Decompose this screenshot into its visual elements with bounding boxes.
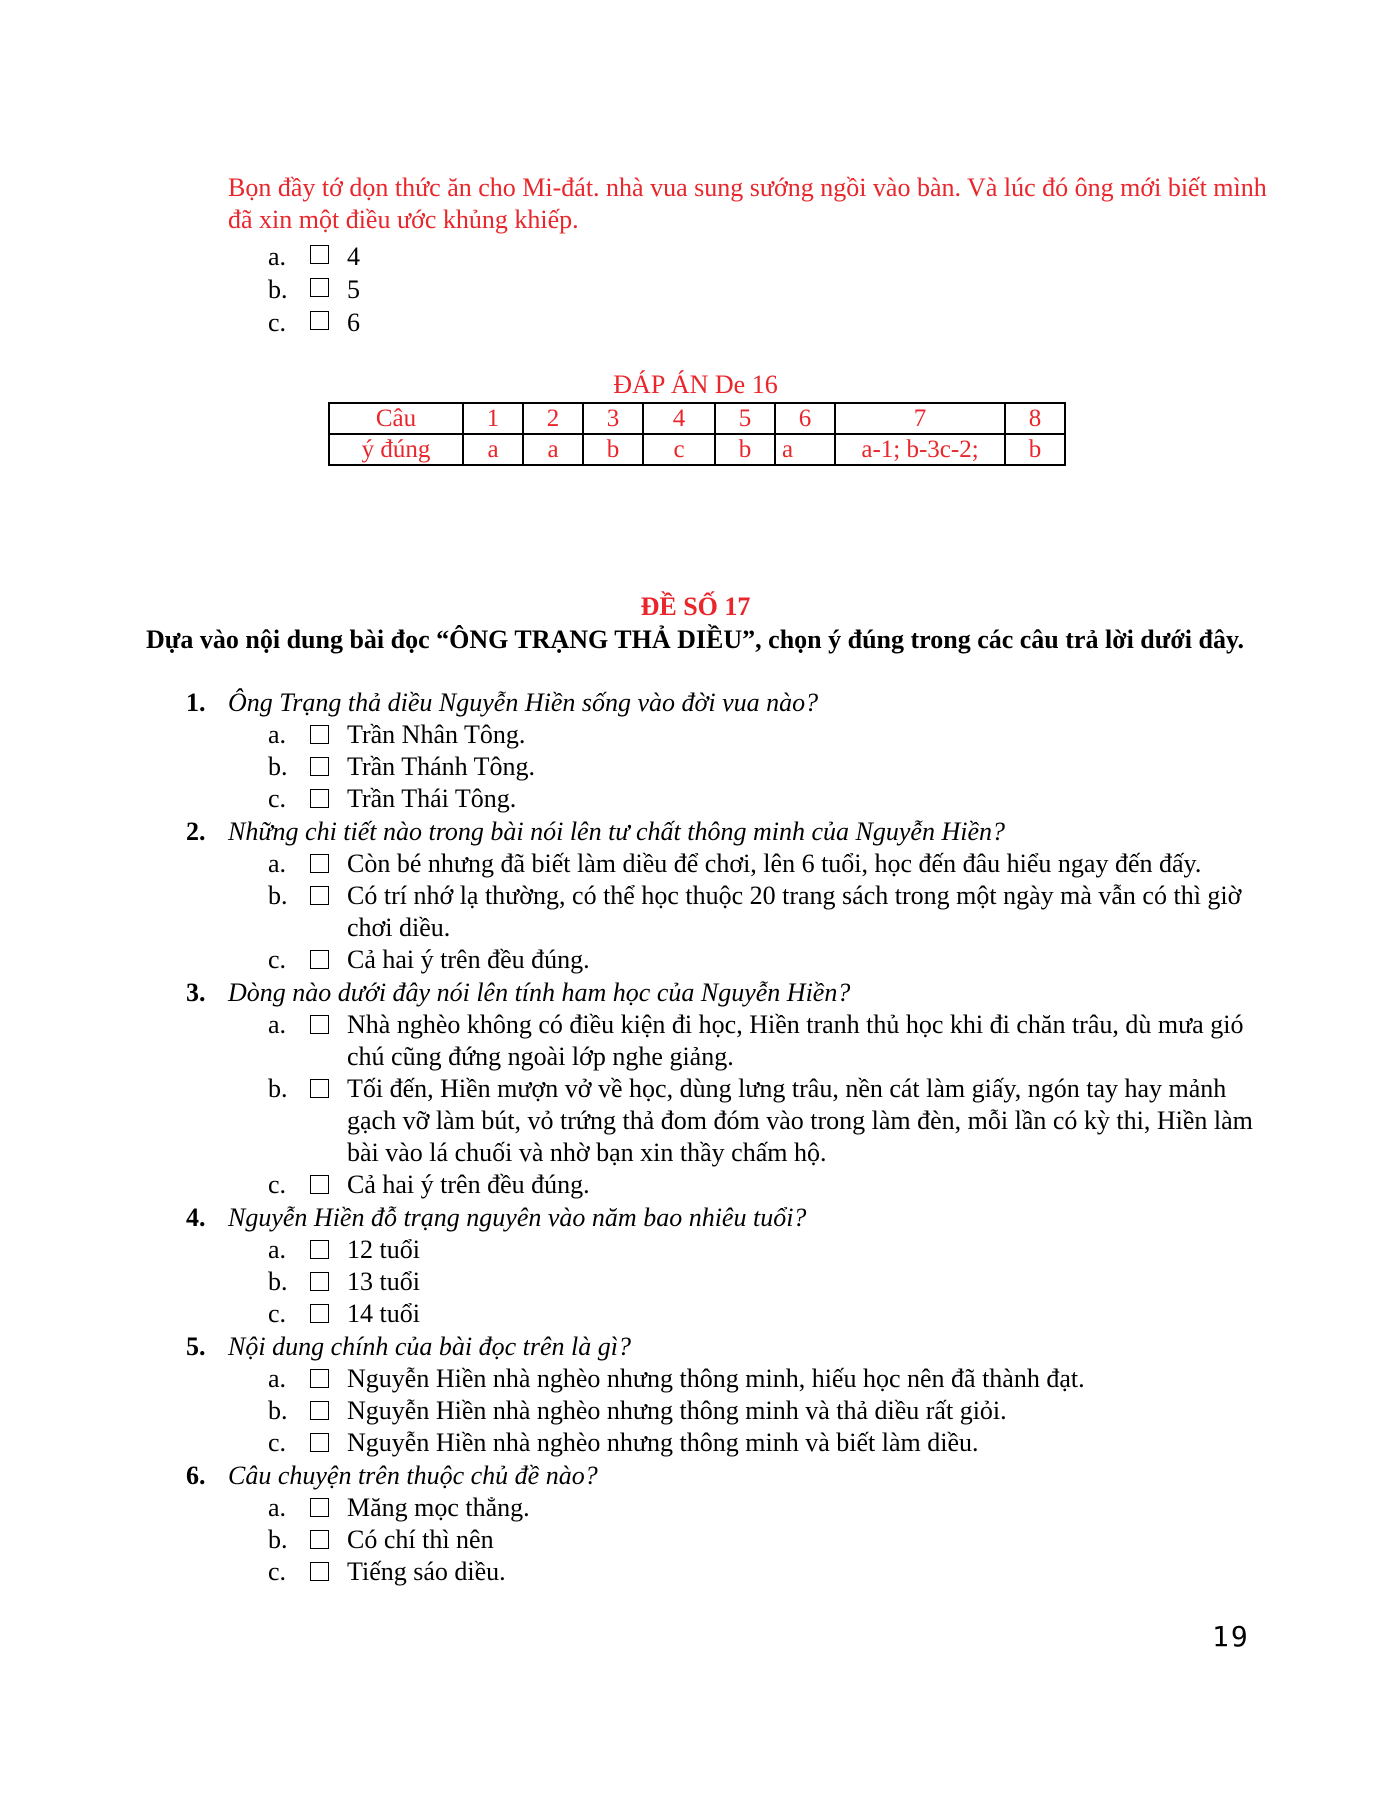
table-cell: 1 xyxy=(463,403,523,434)
option-row xyxy=(268,1427,1266,1459)
table-row xyxy=(329,434,1065,465)
option-row xyxy=(268,880,1266,944)
option-letter: b. xyxy=(268,1267,288,1296)
option-row xyxy=(268,1234,1266,1266)
option-row xyxy=(268,273,360,306)
checkbox[interactable] xyxy=(310,789,329,808)
option-row xyxy=(268,1169,1266,1201)
option-letter: a. xyxy=(268,241,287,271)
option-letter: a. xyxy=(268,1010,287,1039)
option-letter: c. xyxy=(268,307,287,337)
table-cell: a-1; b-3c-2; xyxy=(835,434,1005,465)
option-text: Tiếng sáo diều. xyxy=(347,1557,506,1586)
option-text: Cả hai ý trên đều đúng. xyxy=(347,945,590,974)
option-row xyxy=(268,944,1266,976)
option-letter: a. xyxy=(268,849,287,878)
checkbox[interactable] xyxy=(310,245,329,264)
option-text: Nguyễn Hiền nhà nghèo nhưng thông minh và thả diều rất giỏi. xyxy=(347,1396,1007,1425)
checkbox[interactable] xyxy=(310,950,329,969)
option-row xyxy=(268,306,360,339)
option-letter: b. xyxy=(268,1396,288,1425)
option-row xyxy=(268,719,1266,751)
option-letter: b. xyxy=(268,752,288,781)
option-text: 4 xyxy=(347,241,360,271)
option-row xyxy=(268,1492,1266,1524)
table-cell: 7 xyxy=(835,403,1005,434)
option-row xyxy=(268,1009,1266,1073)
option-letter: b. xyxy=(268,274,288,304)
question-number: 5. xyxy=(186,1332,206,1361)
option-text: Nguyễn Hiền nhà nghèo nhưng thông minh, hiếu học nên đã thành đạt. xyxy=(347,1364,1085,1393)
option-text: Trần Nhân Tông. xyxy=(347,720,526,749)
checkbox[interactable] xyxy=(310,1562,329,1581)
table-cell: c xyxy=(643,434,715,465)
question-options xyxy=(268,1492,1266,1588)
option-row xyxy=(268,1266,1266,1298)
question xyxy=(186,1459,1266,1492)
question xyxy=(186,1330,1266,1363)
option-text: Trần Thái Tông. xyxy=(347,784,517,813)
question xyxy=(186,686,1266,719)
exam-title: ĐỀ SỐ 17 xyxy=(640,592,751,621)
option-row xyxy=(268,783,1266,815)
question-number: 6. xyxy=(186,1461,206,1490)
checkbox[interactable] xyxy=(310,1304,329,1323)
option-text: 14 tuổi xyxy=(347,1299,420,1328)
option-letter: b. xyxy=(268,881,288,910)
option-letter: c. xyxy=(268,1299,287,1328)
table-cell: b xyxy=(583,434,643,465)
table-cell: a xyxy=(463,434,523,465)
checkbox[interactable] xyxy=(310,725,329,744)
checkbox[interactable] xyxy=(310,1079,329,1098)
question-text: Những chi tiết nào trong bài nói lên tư chất thông minh của Nguyễn Hiền? xyxy=(228,817,1005,846)
table-cell: a xyxy=(523,434,583,465)
table-cell: 5 xyxy=(715,403,775,434)
option-letter: a. xyxy=(268,1364,287,1393)
table-cell: 2 xyxy=(523,403,583,434)
question-list xyxy=(186,686,1266,1588)
question xyxy=(186,976,1266,1009)
checkbox[interactable] xyxy=(310,1272,329,1291)
question-text: Ông Trạng thả diều Nguyễn Hiền sống vào đời vua nào? xyxy=(228,688,819,717)
option-row xyxy=(268,1395,1266,1427)
table-header-cell: ý đúng xyxy=(329,434,463,465)
question-text: Dòng nào dưới đây nói lên tính ham học của Nguyễn Hiền? xyxy=(228,978,851,1007)
intro-paragraph: Bọn đầy tớ dọn thức ăn cho Mi-đát. nhà vua sung sướng ngồi vào bàn. Và lúc đó ông mới biết mình đã xin một điều ước khủng khiếp. xyxy=(228,173,1267,234)
question-text: Nguyễn Hiền đỗ trạng nguyên vào năm bao nhiêu tuổi? xyxy=(228,1203,807,1232)
question-text: Nội dung chính của bài đọc trên là gì? xyxy=(228,1332,631,1361)
answer-key-table xyxy=(328,402,1066,466)
option-row xyxy=(268,1363,1266,1395)
option-row xyxy=(268,1073,1266,1169)
option-letter: a. xyxy=(268,720,287,749)
table-cell: 6 xyxy=(775,403,835,434)
option-letter: a. xyxy=(268,1493,287,1522)
option-text: Măng mọc thẳng. xyxy=(347,1493,530,1522)
option-text: 6 xyxy=(347,307,360,337)
option-letter: c. xyxy=(268,1557,287,1586)
answer-key-title: ĐÁP ÁN De 16 xyxy=(613,370,778,399)
option-letter: a. xyxy=(268,1235,287,1264)
checkbox[interactable] xyxy=(310,1530,329,1549)
top-options xyxy=(268,240,360,339)
option-text: Có trí nhớ lạ thường, có thể học thuộc 20 trang sách trong một ngày mà vẫn có thì giờ chơi diều. xyxy=(347,881,1242,942)
option-row xyxy=(268,1556,1266,1588)
question-number: 3. xyxy=(186,978,206,1007)
question xyxy=(186,1201,1266,1234)
question-options xyxy=(268,848,1266,976)
checkbox[interactable] xyxy=(310,886,329,905)
table-header-cell: Câu xyxy=(329,403,463,434)
option-row xyxy=(268,751,1266,783)
option-row xyxy=(268,1298,1266,1330)
option-text: Tối đến, Hiền mượn vở về học, dùng lưng trâu, nền cát làm giấy, ngón tay hay mảnh gạch vỡ làm bút, vỏ trứng thả đom đóm vào trong làm đèn, mỗi lần có kỳ thi, Hiền làm bài vào lá chuối và nhờ bạn xin thầy chấm hộ. xyxy=(347,1074,1253,1167)
option-letter: c. xyxy=(268,1428,287,1457)
question-number: 4. xyxy=(186,1203,206,1232)
question-options xyxy=(268,1363,1266,1459)
question-options xyxy=(268,1009,1266,1201)
table-cell: b xyxy=(1005,434,1065,465)
option-text: 12 tuổi xyxy=(347,1235,420,1264)
table-cell: a xyxy=(775,434,835,465)
table-cell: b xyxy=(715,434,775,465)
option-text: Nhà nghèo không có điều kiện đi học, Hiền tranh thủ học khi đi chăn trâu, dù mưa gió chú cũng đứng ngoài lớp nghe giảng. xyxy=(347,1010,1244,1071)
option-letter: b. xyxy=(268,1074,288,1103)
checkbox[interactable] xyxy=(310,1015,329,1034)
page-number: 19 xyxy=(1212,1620,1250,1653)
option-letter: b. xyxy=(268,1525,288,1554)
question xyxy=(186,815,1266,848)
option-text: Có chí thì nên xyxy=(347,1525,494,1554)
option-text: Còn bé nhưng đã biết làm diều để chơi, lên 6 tuổi, học đến đâu hiểu ngay đến đấy. xyxy=(347,849,1202,878)
option-letter: c. xyxy=(268,784,287,813)
checkbox[interactable] xyxy=(310,1240,329,1259)
checkbox[interactable] xyxy=(310,1175,329,1194)
option-text: Cả hai ý trên đều đúng. xyxy=(347,1170,590,1199)
table-cell: 3 xyxy=(583,403,643,434)
question-number: 1. xyxy=(186,688,206,717)
checkbox[interactable] xyxy=(310,278,329,297)
table-cell: 4 xyxy=(643,403,715,434)
option-row xyxy=(268,240,360,273)
option-text: Nguyễn Hiền nhà nghèo nhưng thông minh và biết làm diều. xyxy=(347,1428,979,1457)
option-text: 13 tuổi xyxy=(347,1267,420,1296)
checkbox[interactable] xyxy=(310,311,329,330)
checkbox[interactable] xyxy=(310,854,329,873)
checkbox[interactable] xyxy=(310,1401,329,1420)
question-options xyxy=(268,719,1266,815)
checkbox[interactable] xyxy=(310,1433,329,1452)
checkbox[interactable] xyxy=(310,1369,329,1388)
option-row xyxy=(268,848,1266,880)
option-text: 5 xyxy=(347,274,360,304)
table-row xyxy=(329,403,1065,434)
checkbox[interactable] xyxy=(310,757,329,776)
table-cell: 8 xyxy=(1005,403,1065,434)
option-letter: c. xyxy=(268,945,287,974)
option-letter: c. xyxy=(268,1170,287,1199)
question-options xyxy=(268,1234,1266,1330)
instruction: Dựa vào nội dung bài đọc “ÔNG TRẠNG THẢ DIỀU”, chọn ý đúng trong các câu trả lời dưới đây. xyxy=(146,625,1245,654)
question-text: Câu chuyện trên thuộc chủ đề nào? xyxy=(228,1461,598,1490)
question-number: 2. xyxy=(186,817,206,846)
option-row xyxy=(268,1524,1266,1556)
checkbox[interactable] xyxy=(310,1498,329,1517)
option-text: Trần Thánh Tông. xyxy=(347,752,536,781)
